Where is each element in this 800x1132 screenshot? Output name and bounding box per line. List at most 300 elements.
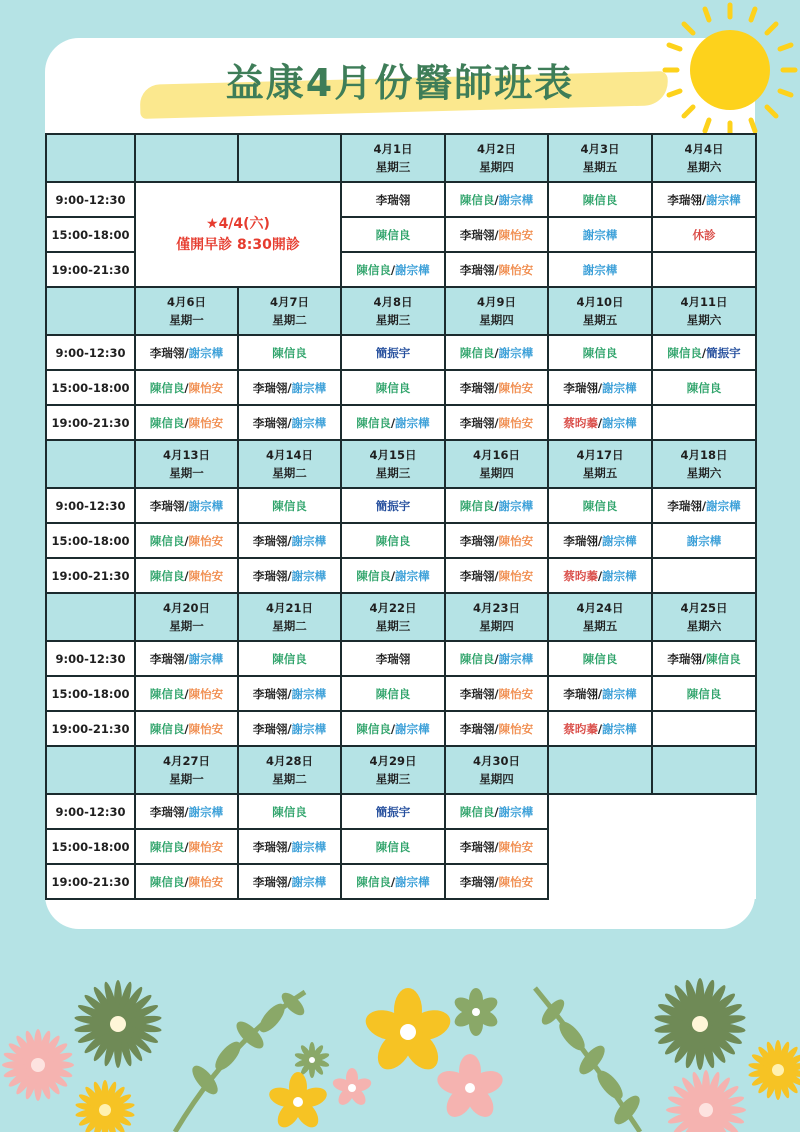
- name-separator: /: [494, 415, 499, 430]
- day-weekday: 星期五: [582, 160, 618, 174]
- doctor-name: 謝宗樺: [602, 415, 637, 430]
- name-separator: /: [184, 568, 189, 583]
- schedule-cell: [341, 711, 445, 746]
- schedule-cell: [135, 829, 238, 864]
- schedule-cell: [548, 182, 652, 217]
- day-date: 4月10日: [576, 295, 624, 309]
- schedule-cell: [548, 335, 652, 370]
- schedule-cell: [652, 335, 756, 370]
- flower-icon: [267, 1072, 330, 1132]
- doctor-name: 謝宗樺: [395, 262, 430, 277]
- day-header-cell: [238, 593, 341, 641]
- day-header-cell: [238, 134, 341, 182]
- day-header-cell: [548, 746, 652, 794]
- name-separator: /: [390, 262, 396, 277]
- schedule-cell: [445, 488, 548, 523]
- doctor-name: 謝宗樺: [291, 839, 327, 854]
- day-date: 4月11日: [680, 295, 728, 309]
- name-separator: /: [494, 874, 499, 889]
- schedule-cell: [445, 217, 548, 252]
- schedule-cell: [238, 558, 341, 593]
- schedule-cell: [135, 523, 238, 558]
- daisy-icon: [74, 980, 162, 1068]
- schedule-cell: [652, 217, 756, 252]
- name-separator: /: [597, 568, 603, 583]
- day-weekday: 星期六: [686, 619, 722, 633]
- doctor-name: 陳信良: [272, 345, 307, 360]
- schedule-cell: [341, 676, 445, 711]
- time-slot-row: [46, 676, 756, 711]
- doctor-name: 謝宗樺: [188, 804, 224, 819]
- day-header-cell: [548, 134, 652, 182]
- doctor-schedule-table: [45, 133, 757, 900]
- name-separator: /: [390, 721, 396, 736]
- doctor-name: 陳信良: [375, 533, 411, 548]
- day-header-cell: [238, 746, 341, 794]
- doctor-name: 陳信良: [459, 345, 495, 360]
- name-separator: /: [494, 651, 499, 666]
- doctor-name: 陳信良: [582, 651, 618, 666]
- doctor-name: 陳怡安: [188, 839, 224, 854]
- week-header-row: [46, 593, 756, 641]
- doctor-name: 陳信良: [375, 380, 411, 395]
- doctor-name: 蔡昀蓁: [563, 568, 598, 583]
- doctor-name: 謝宗樺: [291, 686, 327, 701]
- doctor-name: 謝宗樺: [602, 721, 637, 736]
- doctor-name: 謝宗樺: [602, 568, 637, 583]
- schedule-cell: [341, 641, 445, 676]
- day-date: 4月21日: [265, 601, 313, 615]
- name-separator: /: [287, 839, 292, 854]
- doctor-name: 陳怡安: [498, 262, 534, 277]
- schedule-cell: [135, 405, 238, 440]
- schedule-cell: [135, 794, 238, 829]
- day-header-cell: [135, 746, 238, 794]
- doctor-name: 李瑞翎: [459, 533, 495, 548]
- name-separator: /: [184, 686, 189, 701]
- name-separator: /: [287, 380, 292, 395]
- day-header-cell: [445, 134, 548, 182]
- schedule-cell: [548, 488, 652, 523]
- week-header-row: [46, 134, 756, 182]
- doctor-name: 李瑞翎: [375, 192, 411, 207]
- daisy-icon: [748, 1040, 800, 1100]
- doctor-name: 李瑞翎: [667, 192, 702, 207]
- doctor-name: 陳信良: [356, 568, 391, 583]
- name-separator: /: [597, 533, 603, 548]
- name-separator: /: [494, 804, 499, 819]
- time-slot-row: [46, 794, 756, 829]
- time-header-cell: [46, 593, 135, 641]
- doctor-name: 李瑞翎: [459, 415, 495, 430]
- flower-icon: [362, 988, 454, 1076]
- doctor-name: 謝宗樺: [706, 498, 741, 513]
- day-weekday: 星期五: [582, 313, 618, 327]
- clinic-notice: [135, 182, 341, 287]
- schedule-cell: [652, 523, 756, 558]
- doctor-name: 簡振宇: [375, 804, 411, 819]
- name-separator: /: [184, 380, 189, 395]
- time-slot-row: [46, 711, 756, 746]
- day-header-cell: [135, 593, 238, 641]
- day-weekday: 星期一: [169, 772, 204, 786]
- doctor-name: 李瑞翎: [375, 651, 411, 666]
- day-date: 4月27日: [162, 754, 210, 768]
- doctor-name: 李瑞翎: [563, 686, 598, 701]
- day-weekday: 星期一: [169, 466, 204, 480]
- doctor-name: 謝宗樺: [291, 380, 327, 395]
- flower-icon: [331, 1068, 373, 1108]
- schedule-cell: [341, 252, 445, 287]
- time-header-cell: [46, 440, 135, 488]
- schedule-cell: [652, 405, 756, 440]
- day-date: 4月14日: [265, 448, 313, 462]
- doctor-name: 陳信良: [149, 380, 185, 395]
- day-header-cell: [238, 287, 341, 335]
- doctor-name: 李瑞翎: [252, 415, 288, 430]
- schedule-cell: [135, 864, 238, 899]
- flower-icon: [434, 1054, 505, 1122]
- name-separator: /: [184, 498, 189, 513]
- schedule-cell: [548, 370, 652, 405]
- name-separator: /: [494, 568, 499, 583]
- time-slot-label: 19:00-21:30: [46, 711, 135, 746]
- doctor-name: 陳怡安: [498, 380, 534, 395]
- doctor-name: 陳信良: [272, 651, 307, 666]
- doctor-name: 謝宗樺: [188, 651, 224, 666]
- doctor-name: 李瑞翎: [459, 839, 495, 854]
- doctor-name: 陳信良: [667, 345, 702, 360]
- doctor-name: 謝宗樺: [291, 415, 327, 430]
- doctor-name: 陳信良: [582, 192, 618, 207]
- name-separator: /: [701, 498, 707, 513]
- schedule-cell: [445, 252, 548, 287]
- name-separator: /: [184, 874, 189, 889]
- week-header-row: [46, 287, 756, 335]
- day-weekday: 星期二: [272, 619, 307, 633]
- time-slot-row: [46, 558, 756, 593]
- name-separator: /: [494, 686, 499, 701]
- schedule-cell: [445, 794, 548, 829]
- doctor-name: 李瑞翎: [252, 533, 288, 548]
- doctor-name: 李瑞翎: [252, 721, 288, 736]
- doctor-name: 陳怡安: [188, 380, 224, 395]
- name-separator: /: [494, 533, 499, 548]
- day-header-cell: [238, 440, 341, 488]
- time-slot-label: 9:00-12:30: [46, 488, 135, 523]
- schedule-cell: [238, 335, 341, 370]
- day-date: 4月3日: [580, 142, 620, 156]
- schedule-cell: [238, 370, 341, 405]
- time-header-cell: [46, 287, 135, 335]
- doctor-name: 謝宗樺: [498, 192, 534, 207]
- day-weekday: 星期四: [479, 466, 514, 480]
- time-slot-label: 19:00-21:30: [46, 252, 135, 287]
- schedule-cell: [135, 676, 238, 711]
- doctor-name: 謝宗樺: [291, 533, 327, 548]
- doctor-name: 謝宗樺: [291, 721, 327, 736]
- time-slot-label: 15:00-18:00: [46, 829, 135, 864]
- doctor-name: 謝宗樺: [582, 227, 618, 242]
- day-date: 4月29日: [369, 754, 417, 768]
- doctor-name: 李瑞翎: [252, 568, 288, 583]
- schedule-cell: [341, 864, 445, 899]
- schedule-cell: [341, 335, 445, 370]
- time-slot-label: 15:00-18:00: [46, 676, 135, 711]
- doctor-name: 李瑞翎: [459, 721, 495, 736]
- doctor-name: 李瑞翎: [252, 686, 288, 701]
- doctor-name: 謝宗樺: [291, 568, 327, 583]
- week-header-row: [46, 440, 756, 488]
- time-header-cell: [46, 746, 135, 794]
- doctor-name: 謝宗樺: [395, 721, 430, 736]
- day-header-cell: [548, 593, 652, 641]
- doctor-name: 陳信良: [459, 498, 495, 513]
- week-header-row: [46, 746, 756, 794]
- day-weekday: 星期三: [375, 772, 411, 786]
- day-weekday: 星期二: [272, 772, 307, 786]
- schedule-cell: [341, 558, 445, 593]
- schedule-cell: [445, 864, 548, 899]
- flower-icon: [452, 988, 501, 1036]
- page-title: 益康4月份醫師班表: [225, 61, 575, 105]
- day-date: 4月17日: [576, 448, 624, 462]
- day-header-cell: [445, 746, 548, 794]
- name-separator: /: [184, 651, 189, 666]
- schedule-cell: [548, 711, 652, 746]
- schedule-cell: [341, 217, 445, 252]
- name-separator: /: [184, 533, 189, 548]
- doctor-name: 陳信良: [149, 686, 185, 701]
- name-separator: /: [597, 415, 603, 430]
- day-date: 4月25日: [680, 601, 728, 615]
- name-separator: /: [494, 839, 499, 854]
- schedule-cell: [445, 711, 548, 746]
- doctor-name: 陳信良: [149, 839, 185, 854]
- day-header-cell: [548, 440, 652, 488]
- schedule-cell: [652, 641, 756, 676]
- doctor-name: 陳信良: [356, 874, 391, 889]
- day-header-cell: [341, 440, 445, 488]
- doctor-name: 陳信良: [375, 686, 411, 701]
- schedule-cell: [548, 558, 652, 593]
- day-date: 4月8日: [373, 295, 413, 309]
- day-header-cell: [341, 287, 445, 335]
- doctor-name: 謝宗樺: [602, 533, 637, 548]
- time-slot-label: 19:00-21:30: [46, 405, 135, 440]
- day-weekday: 星期二: [272, 466, 307, 480]
- schedule-cell: [548, 405, 652, 440]
- schedule-cell: [445, 829, 548, 864]
- doctor-name: 陳怡安: [498, 568, 534, 583]
- leafy-branch-icon: [535, 988, 643, 1132]
- daisy-icon: [666, 1070, 746, 1132]
- doctor-name: 陳怡安: [188, 533, 224, 548]
- name-separator: /: [287, 874, 292, 889]
- day-header-cell: [652, 134, 756, 182]
- doctor-name: 李瑞翎: [459, 568, 495, 583]
- day-weekday: 星期四: [479, 313, 514, 327]
- doctor-name: 李瑞翎: [563, 380, 598, 395]
- doctor-name: 陳怡安: [498, 721, 534, 736]
- doctor-name: 謝宗樺: [706, 192, 741, 207]
- name-separator: /: [287, 686, 292, 701]
- doctor-name: 簡振宇: [706, 345, 741, 360]
- day-header-cell: [652, 440, 756, 488]
- doctor-name: 謝宗樺: [602, 380, 637, 395]
- schedule-cell: [135, 711, 238, 746]
- day-weekday: 星期五: [582, 466, 618, 480]
- schedule-cell: [548, 641, 652, 676]
- doctor-name: 陳怡安: [188, 415, 224, 430]
- doctor-name: 謝宗樺: [686, 533, 722, 548]
- day-date: 4月18日: [680, 448, 728, 462]
- doctor-name: 陳信良: [149, 415, 185, 430]
- doctor-name: 謝宗樺: [498, 498, 534, 513]
- doctor-name: 謝宗樺: [498, 345, 534, 360]
- doctor-name: 陳信良: [272, 804, 307, 819]
- doctor-name: 陳信良: [459, 651, 495, 666]
- day-weekday: 星期六: [686, 466, 722, 480]
- name-separator: /: [494, 345, 499, 360]
- doctor-name: 陳怡安: [188, 568, 224, 583]
- day-weekday: 星期五: [582, 619, 618, 633]
- name-separator: /: [701, 192, 707, 207]
- name-separator: /: [184, 345, 189, 360]
- schedule-cell: [445, 182, 548, 217]
- schedule-cell: [135, 641, 238, 676]
- day-weekday: 星期六: [686, 160, 722, 174]
- schedule-cell: [238, 405, 341, 440]
- day-date: 4月16日: [472, 448, 520, 462]
- time-slot-row: [46, 488, 756, 523]
- schedule-cell: [238, 711, 341, 746]
- schedule-cell: [548, 523, 652, 558]
- doctor-name: 李瑞翎: [459, 262, 495, 277]
- schedule-cell: [548, 252, 652, 287]
- day-weekday: 星期六: [686, 313, 722, 327]
- doctor-name: 李瑞翎: [149, 651, 185, 666]
- doctor-name: 謝宗樺: [582, 262, 618, 277]
- time-slot-label: 15:00-18:00: [46, 217, 135, 252]
- time-slot-row: [46, 405, 756, 440]
- doctor-name: 李瑞翎: [149, 345, 185, 360]
- day-header-cell: [135, 440, 238, 488]
- time-slot-row: [46, 335, 756, 370]
- name-separator: /: [184, 839, 189, 854]
- day-header-cell: [652, 593, 756, 641]
- schedule-cell: [238, 488, 341, 523]
- doctor-name: 陳信良: [686, 380, 722, 395]
- schedule-cell: [341, 405, 445, 440]
- doctor-name: 李瑞翎: [459, 686, 495, 701]
- name-separator: /: [184, 804, 189, 819]
- schedule-cell: [548, 217, 652, 252]
- doctor-name: 李瑞翎: [149, 804, 185, 819]
- name-separator: /: [597, 380, 603, 395]
- doctor-name: 謝宗樺: [498, 804, 534, 819]
- name-separator: /: [494, 262, 499, 277]
- day-weekday: 星期四: [479, 619, 514, 633]
- schedule-cell: [652, 711, 756, 746]
- schedule-cell: [548, 676, 652, 711]
- time-slot-label: 9:00-12:30: [46, 182, 135, 217]
- doctor-name: 謝宗樺: [291, 874, 327, 889]
- day-header-cell: [341, 593, 445, 641]
- flower-decoration: [0, 960, 800, 1132]
- name-separator: /: [494, 192, 499, 207]
- doctor-name: 陳信良: [356, 721, 391, 736]
- doctor-name: 謝宗樺: [498, 651, 534, 666]
- doctor-name: 陳信良: [149, 874, 185, 889]
- day-date: 4月2日: [476, 142, 516, 156]
- schedule-cell: [238, 829, 341, 864]
- schedule-cell: [652, 676, 756, 711]
- doctor-name: 李瑞翎: [252, 839, 288, 854]
- doctor-name: 謝宗樺: [395, 415, 430, 430]
- schedule-cell: [652, 370, 756, 405]
- name-separator: /: [494, 380, 499, 395]
- schedule-cell: [135, 488, 238, 523]
- day-date: 4月1日: [373, 142, 413, 156]
- day-date: 4月6日: [166, 295, 206, 309]
- name-separator: /: [390, 874, 396, 889]
- name-separator: /: [287, 533, 292, 548]
- time-slot-label: 19:00-21:30: [46, 864, 135, 899]
- day-date: 4月7日: [269, 295, 309, 309]
- notice-line: ★4/4(六): [206, 215, 270, 232]
- day-date: 4月24日: [576, 601, 624, 615]
- name-separator: /: [701, 345, 707, 360]
- doctor-name: 陳怡安: [498, 839, 534, 854]
- day-header-cell: [445, 287, 548, 335]
- doctor-name: 簡振宇: [375, 345, 411, 360]
- day-date: 4月9日: [476, 295, 516, 309]
- day-weekday: 星期四: [479, 772, 514, 786]
- time-slot-row: [46, 182, 756, 217]
- doctor-name: 謝宗樺: [395, 874, 430, 889]
- day-header-cell: [445, 593, 548, 641]
- name-separator: /: [287, 415, 292, 430]
- day-weekday: 星期一: [169, 313, 204, 327]
- doctor-name: 陳信良: [459, 804, 495, 819]
- doctor-name: 陳信良: [149, 721, 185, 736]
- name-separator: /: [494, 227, 499, 242]
- day-weekday: 星期二: [272, 313, 307, 327]
- day-weekday: 星期一: [169, 619, 204, 633]
- schedule-cell: [238, 864, 341, 899]
- doctor-name: 李瑞翎: [667, 498, 702, 513]
- day-header-cell: [135, 287, 238, 335]
- name-separator: /: [494, 498, 499, 513]
- day-header-cell: [652, 287, 756, 335]
- schedule-cell: [238, 641, 341, 676]
- time-slot-label: 9:00-12:30: [46, 641, 135, 676]
- day-header-cell: [341, 746, 445, 794]
- schedule-cell: [238, 794, 341, 829]
- doctor-name: 李瑞翎: [667, 651, 702, 666]
- schedule-cell: [445, 641, 548, 676]
- daisy-icon: [654, 978, 746, 1070]
- day-date: 4月20日: [162, 601, 210, 615]
- schedule-cell: [238, 523, 341, 558]
- doctor-name: 陳怡安: [498, 415, 534, 430]
- day-header-cell: [548, 287, 652, 335]
- doctor-name: 蔡昀蓁: [563, 721, 598, 736]
- day-header-cell: [445, 440, 548, 488]
- day-header-cell: [341, 134, 445, 182]
- day-date: 4月30日: [472, 754, 520, 768]
